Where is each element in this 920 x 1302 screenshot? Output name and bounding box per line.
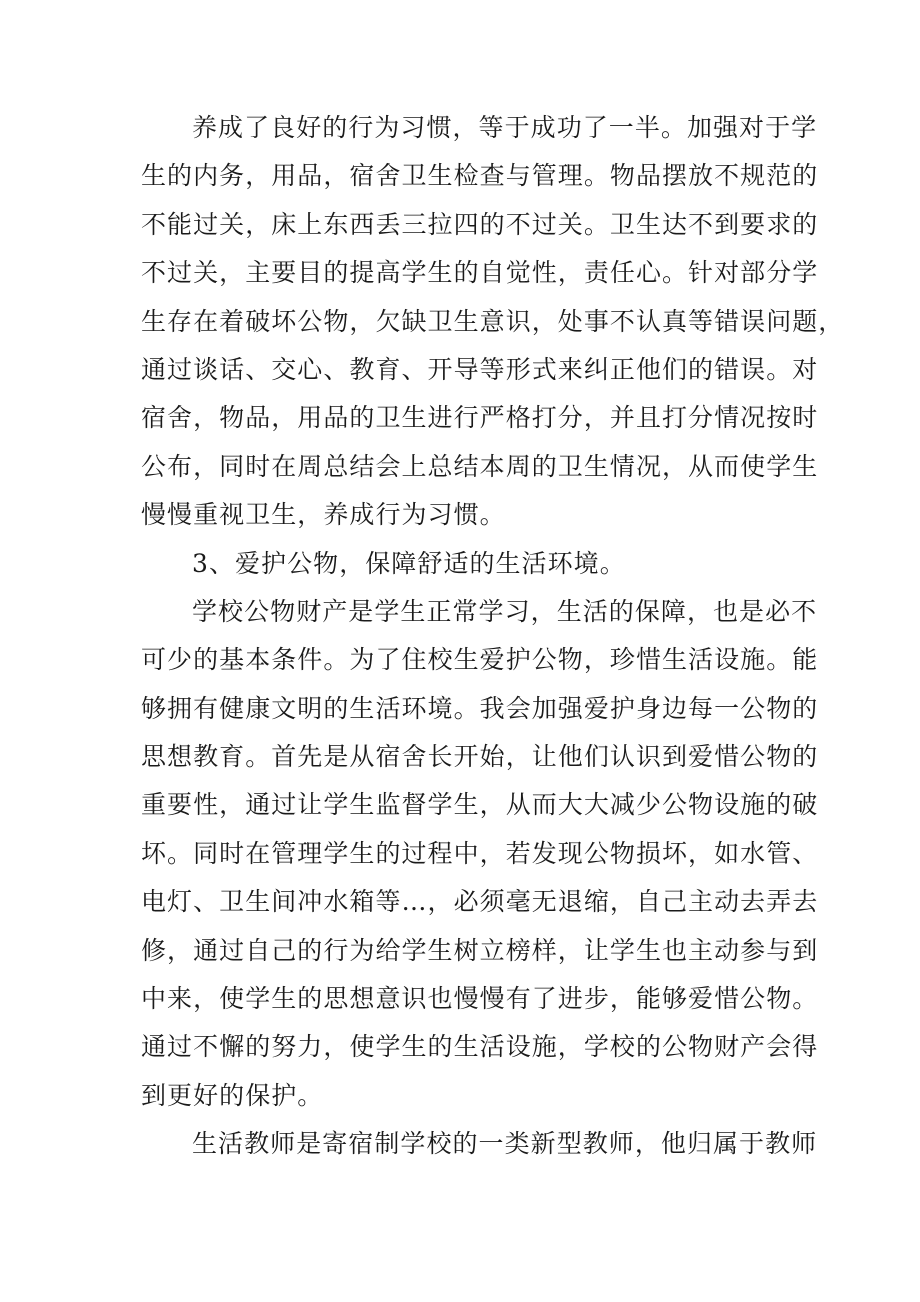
text-line: 宿舍，物品，用品的卫生进行严格打分，并且打分情况按时 xyxy=(141,403,819,433)
text-line: 可少的基本条件。为了住校生爱护公物，珍惜生活设施。能 xyxy=(141,645,819,675)
text-line: 坏。同时在管理学生的过程中，若发现公物损坏，如水管、 xyxy=(141,838,819,868)
text-line: 到更好的保护。 xyxy=(141,1080,324,1110)
text-line: 生活教师是寄宿制学校的一类新型教师，他归属于教师 xyxy=(192,1129,818,1159)
section-heading: 3、爱护公物，保障舒适的生活环境。 xyxy=(192,548,626,578)
text-line: 不能过关，床上东西丢三拉四的不过关。卫生达不到要求的 xyxy=(141,209,819,239)
text-line: 公布，同时在周总结会上总结本周的卫生情况，从而使学生 xyxy=(141,451,819,481)
text-line: 生存在着破坏公物，欠缺卫生意识，处事不认真等错误问题， xyxy=(141,306,845,336)
text-line: 通过谈话、交心、教育、开导等形式来纠正他们的错误。对 xyxy=(141,354,819,384)
text-line: 思想教育。首先是从宿舍长开始，让他们认识到爱惜公物的 xyxy=(141,742,819,772)
text-line: 不过关，主要目的提高学生的自觉性，责任心。针对部分学 xyxy=(141,258,819,288)
text-line: 中来，使学生的思想意识也慢慢有了进步，能够爱惜公物。 xyxy=(141,984,819,1014)
text-line: 学校公物财产是学生正常学习，生活的保障，也是必不 xyxy=(192,596,818,626)
document-body xyxy=(141,104,845,1169)
text-line: 慢慢重视卫生，养成行为习惯。 xyxy=(141,500,506,530)
text-line: 通过不懈的努力，使学生的生活设施，学校的公物财产会得 xyxy=(141,1032,819,1062)
text-line: 养成了良好的行为习惯，等于成功了一半。加强对于学 xyxy=(192,113,818,142)
text-line: 生的内务，用品，宿舍卫生检查与管理。物品摆放不规范的 xyxy=(141,161,819,191)
text-line: 电灯、卫生间冲水箱等…，必须毫无退缩，自己主动去弄去 xyxy=(141,887,819,917)
text-line: 重要性，通过让学生监督学生，从而大大减少公物设施的破 xyxy=(141,790,819,820)
text-line: 修，通过自己的行为给学生树立榜样，让学生也主动参与到 xyxy=(141,935,819,965)
text-line: 够拥有健康文明的生活环境。我会加强爱护身边每一公物的 xyxy=(141,693,819,723)
